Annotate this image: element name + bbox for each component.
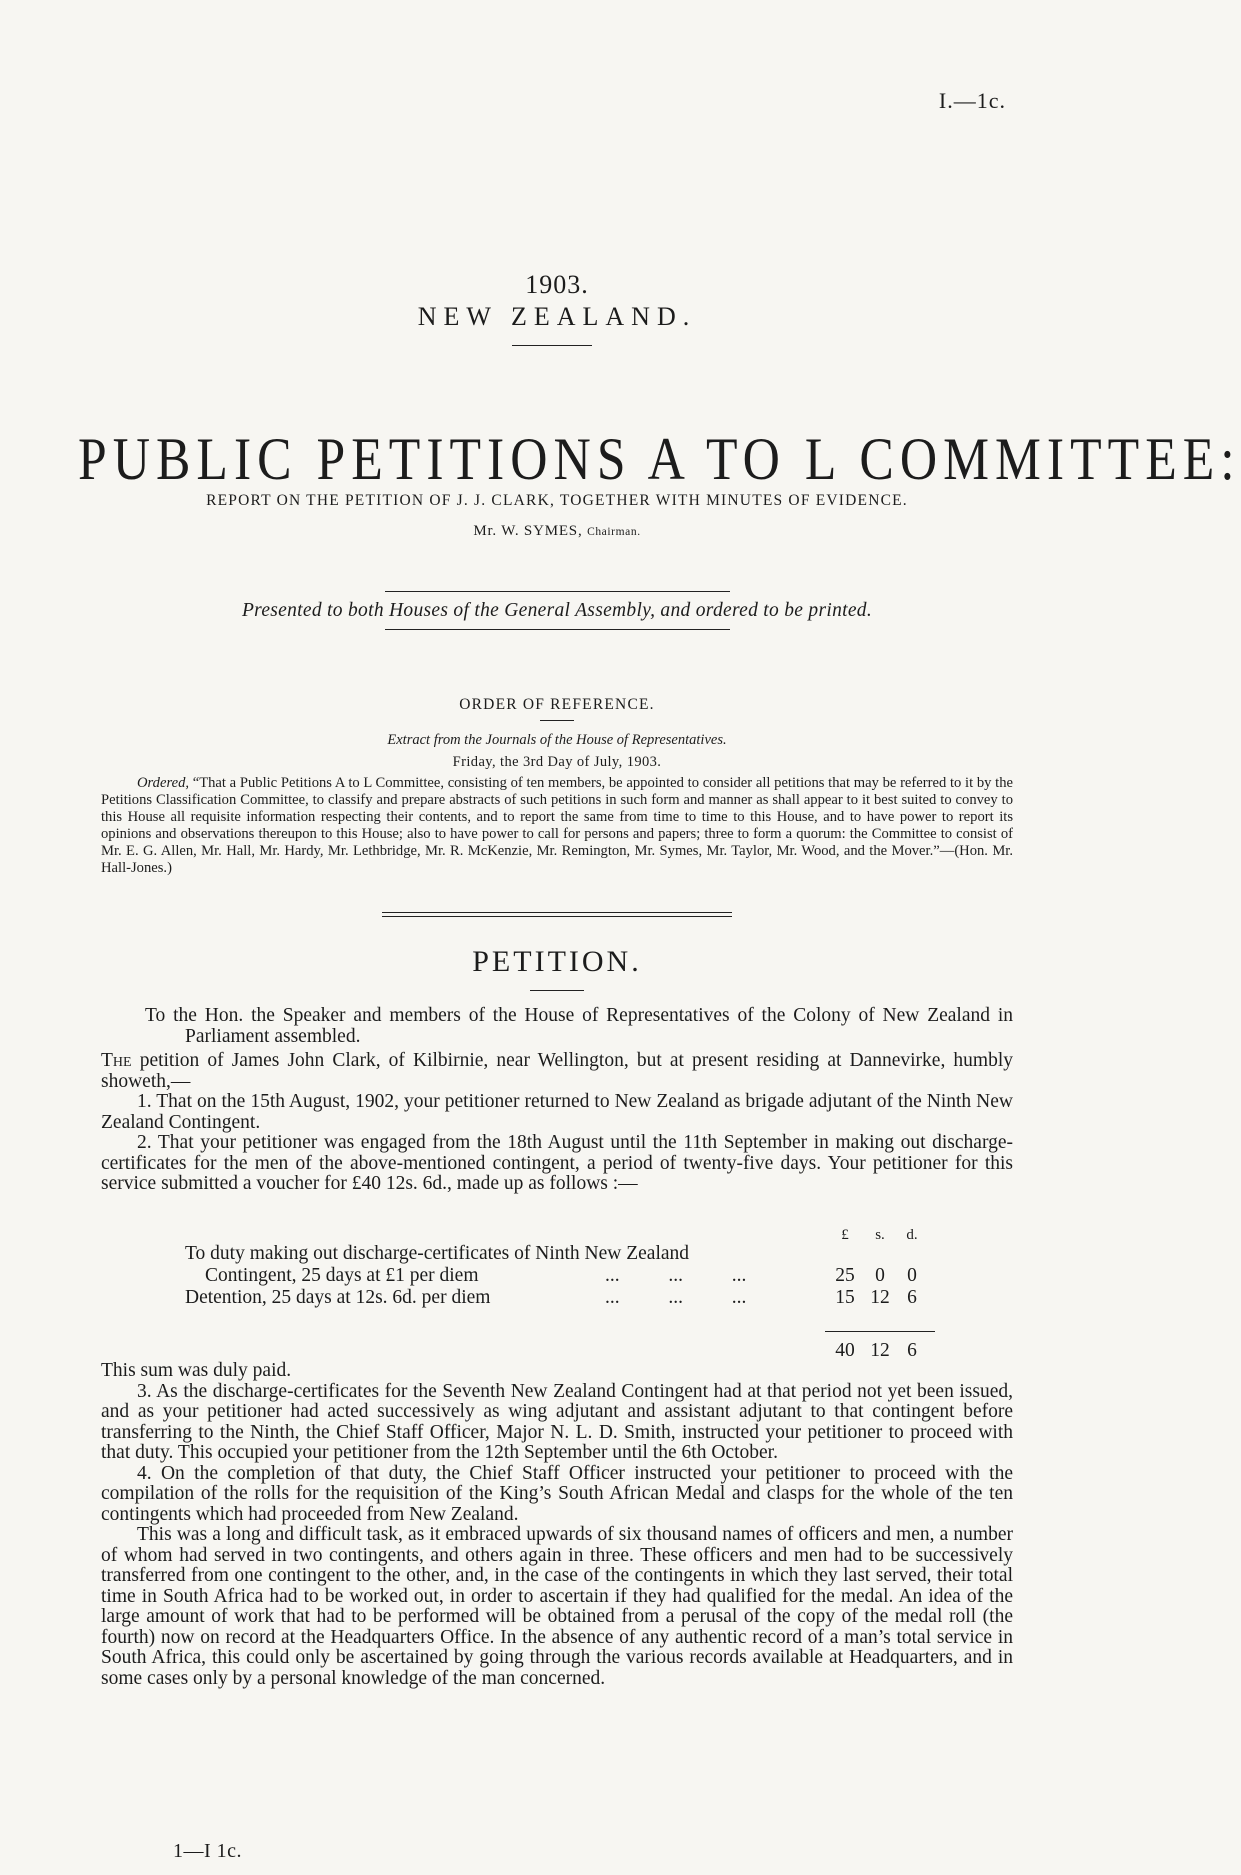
shillings-header: s. <box>875 1227 885 1243</box>
account-desc: To duty making out discharge-certificates of Ninth New Zealand <box>185 1243 690 1264</box>
country: NEW ZEALAND. <box>417 302 697 331</box>
paragraph-2: 2. That your petitioner was engaged from the 18th August until the 11th September in making out discharge-certificates for the men of the above-mentioned contingent, a period of twenty-five days. Your petitioner for this service submitted a voucher for £40 12s. 6d., made up as follows :— <box>101 1132 1013 1194</box>
chairman-name: Mr. W. SYMES, <box>473 523 583 539</box>
petition-body <box>101 1006 1013 1195</box>
paragraph-4: 4. On the completion of that duty, the Chief Staff Officer instructed your petitioner to proceed with the compilation of the rolls for the requisition of the King’s South African Medal and clasps for the whole of the ten contingents which had proceeded from New Zealand. <box>101 1462 1013 1525</box>
intro-lead: The <box>101 1050 132 1071</box>
order-date: Friday, the 3rd Day of July, 1903. <box>452 754 662 770</box>
leader-dots: ... ... ... <box>605 1287 747 1308</box>
divider <box>385 629 730 630</box>
page-reference: I.—1c. <box>938 88 1006 113</box>
leader-dots: ... ... ... <box>605 1265 747 1286</box>
pence-value: 0 <box>907 1265 917 1286</box>
pence-header: d. <box>906 1227 918 1243</box>
petition-heading: PETITION. <box>472 945 642 978</box>
pounds-header: £ <box>841 1227 849 1243</box>
paragraph-5: This was a long and difficult task, as it embraced upwards of six thousand names of officers and men, a number of whom had served in two contingents, and others again in three. These officers and men had to be successively transferred from one contingent to the other, and, in the case of the contingents in which they last served, their total time in South Africa had to be worked out, in order to ascertain if they had qualified for the medal. An idea of the large amount of work that had to be performed will be obtained from a perusal of the copy of the medal roll (the fourth) now on record at the Headquarters Office. In the absence of any authentic record of a man’s total service in South Africa, this could only be ascertained by going through the various records available at Headquarters, and in some cases only by a personal knowledge of the man concerned. <box>101 1524 1013 1689</box>
divider <box>382 912 732 913</box>
pounds-value: 15 <box>835 1287 855 1308</box>
divider <box>512 345 592 346</box>
divider <box>382 916 732 917</box>
chairman-line <box>0 523 1114 540</box>
total-rule <box>825 1331 935 1332</box>
intro-paragraph <box>101 1051 1013 1092</box>
year: 1903. <box>525 270 589 299</box>
pence-value: 6 <box>907 1287 917 1308</box>
shillings-value: 0 <box>875 1265 885 1286</box>
shillings-value: 12 <box>870 1287 890 1308</box>
order-text <box>101 775 1013 877</box>
ordered-label: Ordered, <box>137 775 190 791</box>
pounds-value: 25 <box>835 1265 855 1286</box>
paid-line: This sum was duly paid. <box>101 1360 292 1381</box>
order-of-reference-heading: ORDER OF REFERENCE. <box>459 696 655 713</box>
ordered-body: “That a Public Petitions A to L Committee, consisting of ten members, be appointed to consider all petitions that may be referred to it by the Petitions Classification Committee, to classify and prepare abstracts of such petitions in such form and manner as shall appear to it best suited to convey to this House all requisite information respecting their contents, and to report the same from time to time to this House, and to have power to report its opinions and observations thereupon to this House; also to have power to call for persons and papers; three to form a quorum: the Committee to consist of Mr. E. G. Allen, Mr. Hall, Mr. Hardy, Mr. Lethbridge, Mr. R. McKenzie, Mr. Remington, Mr. Symes, Mr. Taylor, Mr. Wood, and the Mover.”—(Hon. Mr. Hall-Jones.) <box>101 775 1013 876</box>
signature-mark: 1—I 1c. <box>173 1840 243 1862</box>
account-row <box>185 1265 945 1287</box>
divider <box>385 591 730 592</box>
total-pounds: 40 <box>835 1340 855 1361</box>
intro-text: petition of James John Clark, of Kilbirnie, near Wellington, but at present residing at Dannevirke, humbly showeth,— <box>101 1050 1014 1092</box>
divider <box>540 720 574 721</box>
account-row <box>185 1287 945 1309</box>
account-total <box>185 1340 945 1362</box>
main-title: PUBLIC PETITIONS A TO L COMMITTEE: <box>77 426 1241 492</box>
chairman-role: Chairman. <box>587 526 641 538</box>
address: To the Hon. the Speaker and members of the House of Representatives of the Colony of New Zealand in Parliament assembled. <box>145 1005 1013 1047</box>
paragraph-3: 3. As the discharge-certificates for the Seventh New Zealand Contingent had at that period not yet been issued, and as your petitioner had acted successively as wing adjutant and assistant adjutant to that contingent before transferring to the Ninth, the Chief Staff Officer, Major N. L. D. Smith, instructed your petitioner to proceed with that duty. This occupied your petitioner from the 12th September until the 6th October. <box>101 1380 1013 1463</box>
account-table <box>185 1227 945 1361</box>
total-pence: 6 <box>907 1340 917 1361</box>
account-row <box>185 1243 945 1265</box>
presented-line: Presented to both Houses of the General Assembly, and ordered to be printed. <box>241 600 873 621</box>
account-desc: Contingent, 25 days at £1 per diem <box>205 1265 479 1286</box>
extract-line: Extract from the Journals of the House of Representatives. <box>387 732 727 748</box>
account-desc: Detention, 25 days at 12s. 6d. per diem <box>185 1287 491 1308</box>
total-shillings: 12 <box>870 1340 890 1361</box>
petition-body-continued <box>101 1361 1013 1689</box>
divider <box>530 990 584 991</box>
paragraph-1: 1. That on the 15th August, 1902, your petitioner returned to New Zealand as brigade adjutant of the Ninth New Zealand Contingent. <box>101 1091 1013 1133</box>
report-subtitle: REPORT ON THE PETITION OF J. J. CLARK, TOGETHER WITH MINUTES OF EVIDENCE. <box>206 492 908 509</box>
